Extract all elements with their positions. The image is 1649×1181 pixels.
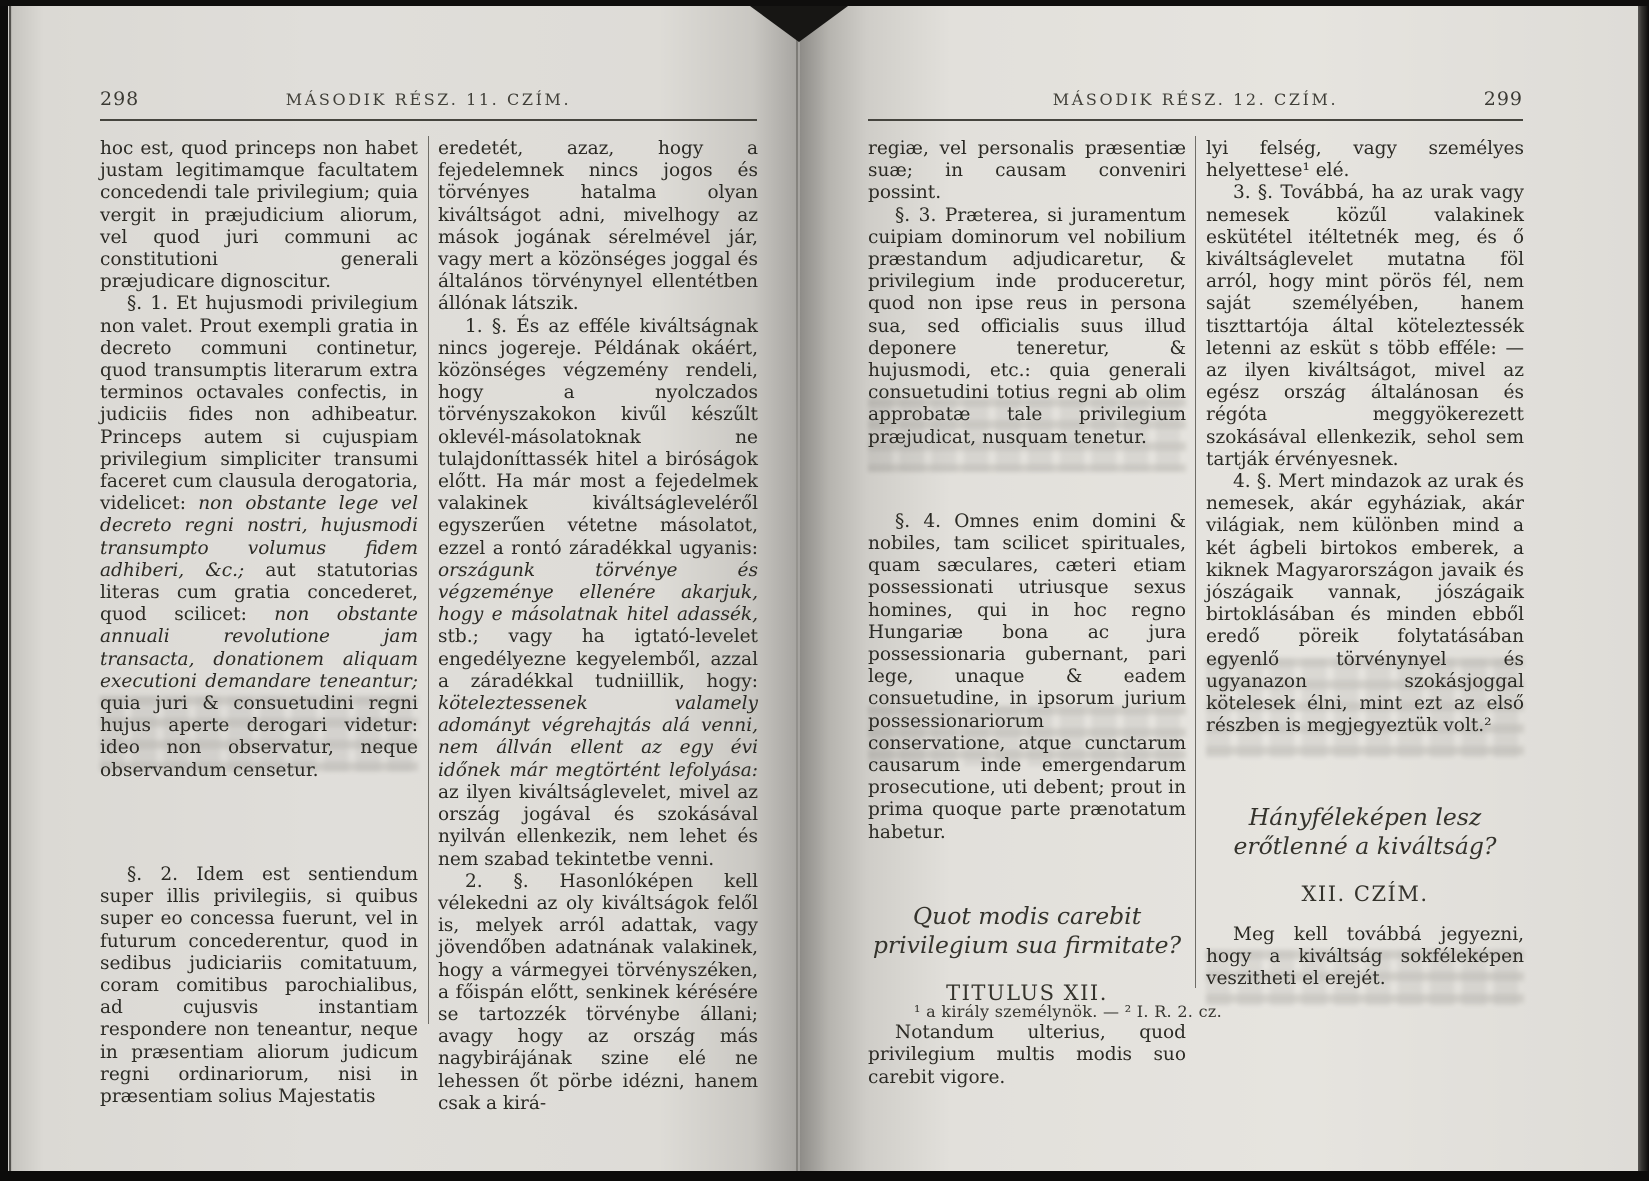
column-divider-right-page [1195, 136, 1196, 988]
text-run: Meg kell továbbá jegyezni, hogy a kiváltság sokféleképen veszitheti el erejét. [1206, 923, 1524, 990]
text-run: 2. §. Hasonlóképen kell vélekedni az oly kiváltságok felől is, melyek arról adattak, vagy jövendőben adatnának valakinek, hogy a vármegyei törvényszéken, a főispán előtt, senkinek kérésére se tartozzék törvénybe állani; avagy hogy az ország más nagybirájának szine elé ne lehessen őt pörbe idézni, hanem csak a kirá- [438, 870, 758, 1114]
italic-text-run: non obstante annuali revolutione jam transacta, donationem aliquam executioni demandare teneantur; [100, 604, 418, 692]
column-divider-left-page [428, 136, 429, 1024]
paragraph [868, 1022, 1186, 1089]
text-run: §. 3. Præterea, si juramentum cuipiam dominorum vel nobilium præstandum adjudicaretur, & privilegium inde produceretur, quod non ipse reus in persona sua, sed officialis suus illud deponere teneretur, & hujusmodi, etc.: quia generali consuetudini totius regni ab olim approbatæ tale privilegium præjudicat, nusquam tenetur. [868, 204, 1186, 448]
paragraph [1206, 182, 1524, 471]
text-run: quia juri & consuetudini regni hujus aperte derogari videtur: ideo non observatur, neque observandum censetur. [100, 693, 418, 781]
text-run: regiæ, vel personalis præsentiæ suæ; in causam conveniri possint. [868, 138, 1186, 204]
text-run: Hányféleképen lesz erőtlenné a kiváltság? [1233, 803, 1497, 861]
book-gutter-crease [796, 6, 798, 1171]
text-run: az ilyen kiváltságlevelet, mivel az ország jogával és szokásával nyilván ellenkezik, nem lehet és nem szabad tekintetbe venni. [438, 781, 758, 870]
paragraph [1206, 924, 1524, 991]
left-page-column-1 [100, 138, 418, 1108]
paragraph [100, 138, 418, 293]
paragraph [100, 864, 418, 1108]
text-run: TITULUS XII. [946, 980, 1108, 1005]
footnote: ¹ a király személynök. — ² I. R. 2. cz. [914, 1002, 1222, 1021]
right-page-column-1 [868, 138, 1186, 1089]
text-run: 3. §. Továbbá, ha az urak vagy nemesek közűl valakinek eskütétel itéltetnék meg, és ő kiváltságlevelet mutatna föl arról, hogy mint pörös fél, nem saját személyében, hanem tiszttartója által köteleztessék letenni az esküt s több efféle: — az ilyen kiváltságot, mivel az egész ország általánosan és régóta meggyökerezett szokásával ellenkezik, sehol sem tartják érvényesnek. [1206, 182, 1524, 470]
heading [868, 982, 1186, 1004]
text-run: XII. CZÍM. [1301, 882, 1429, 907]
header-rule-left [100, 119, 757, 121]
running-header-right: MÁSODIK RÉSZ. 12. CZÍM. [1052, 90, 1339, 109]
book-gutter-shadow [750, 6, 848, 42]
paragraph [868, 205, 1186, 449]
left-page-column-2 [438, 138, 758, 1115]
paragraph [1206, 471, 1524, 737]
text-run: lyi felség, vagy személyes helyettese¹ elé. [1206, 138, 1524, 182]
scan-background-bottom [0, 1171, 1649, 1181]
paragraph [438, 138, 758, 316]
paragraph [1206, 138, 1524, 182]
text-run: Notandum ulterius, quod privilegium multis modis suo carebit vigore. [868, 1022, 1186, 1088]
left-page [12, 6, 800, 1171]
right-page-header [868, 88, 1523, 114]
text-run: aut statutorias literas cum gratia concederet, quod scilicet: [100, 559, 418, 626]
text-run: eredetét, azaz, hogy a fejedelemnek nincs jogos és törvényes hatalma olyan kiváltságot adni, mivelhogy az mások jogának sérelmével jár, vagy mert a közönséges joggal és általános törvénynyel ellentétben állónak látszik. [438, 138, 758, 315]
italic-text-run: non obstante lege vel decreto regni nostri, hujusmodi transumpto volumus fidem adhiberi, &c.; [100, 493, 418, 581]
text-run: Quot modis carebit privilegium sua firmitate? [872, 901, 1182, 959]
paragraph [100, 293, 418, 781]
running-header-left: MÁSODIK RÉSZ. 11. CZÍM. [285, 90, 572, 109]
text-run: hoc est, quod princeps non habet justam legitimamque facultatem concedendi tale privilegium; quia vergit in præjudicium aliorum, vel quod juri communi ac constitutioni generali præjudicare dignoscitur. [100, 138, 418, 293]
text-run: 4. §. Mert mindazok az urak és nemesek, akár egyháziak, akár világiak, nem különben mind a két ágbeli birtokos emberek, a kiknek Magyarországon javaik és jószágaik vannak, jószágaik birtoklásában és minden ebből eredő pöreik folytatásában egyenlő törvénynyel és ugyanazon szokásjoggal kötelesek élni, mint ezt az első részben is megjegyeztük volt.² [1206, 471, 1524, 737]
right-page-column-2 [1206, 138, 1524, 990]
paragraph [438, 316, 758, 871]
heading [868, 902, 1186, 960]
paragraph [868, 138, 1186, 205]
text-run: §. 2. Idem est sentiendum super illis privilegiis, si quibus super eo concessa fuerunt, vel in futurum concederentur, quod in sedibus judiciariis comitatuum, coram comitibus parochialibus, ad cujusvis instantiam respondere non teneantur, neque in præsentiam aliorum judicum regni ordinariorum, nisi in præsentiam solius Majestatis [100, 863, 418, 1107]
header-rule-right [868, 119, 1523, 121]
paragraph [868, 511, 1186, 844]
heading [1206, 883, 1524, 905]
text-run: §. 1. Et hujusmodi privilegium non valet. Prout exempli gratia in decreto communi continetur, quod transumptis literarum extra terminos octavales confectis, in judiciis fides non adhibeatur. Princeps autem si cujuspiam privilegium simpliciter transumi faceret cum clausula derogatoria, videlicet: [100, 293, 418, 515]
heading [1206, 803, 1524, 861]
right-page [800, 6, 1638, 1171]
paragraph [438, 871, 758, 1115]
italic-text-run: köteleztessenek valamely adományt végrehajtás alá venni, nem állván ellent az egy évi időnek már megtörtént lefolyása: [438, 693, 758, 781]
left-page-header [100, 88, 757, 114]
text-run: stb.; vagy ha igtató-levelet engedélyezne kegyelemből, azzal a záradékkal tudniillik, hogy: [438, 626, 758, 692]
text-run: 1. §. És az efféle kiváltságnak nincs jogereje. Példának okáért, közönséges végzemény rendeli, hogy a nyolczados törvényszakokon kivűl készűlt oklevél-másolatoknak ne tulajdoníttassék hitel a biróságok előtt. Ha már most a fejedelmek valakinek kiváltságleveléről egyszerűen vétetne másolatot, ezzel a rontó záradékkal ugyanis: [438, 315, 758, 559]
text-run: §. 4. Omnes enim domini & nobiles, tam scilicet spirituales, quam sæculares, cæteri etiam possessionati utriusque sexus homines, qui in hoc regno Hungariæ bona ac jura possessionaria gubernant, pari lege, unaque & eadem consuetudine, in ipsorum jurium possessionariorum conservatione, atque cunctarum causarum inde emergendarum prosecutione, uti debent; prout in prima quoque parte prænotatum habetur. [868, 510, 1186, 843]
italic-text-run: országunk törvénye és végzeménye ellenére akarjuk, hogy e másolatnak hitel adassék, [438, 559, 758, 626]
page-number-left: 298 [100, 88, 140, 110]
page-number-right: 299 [1483, 88, 1523, 110]
